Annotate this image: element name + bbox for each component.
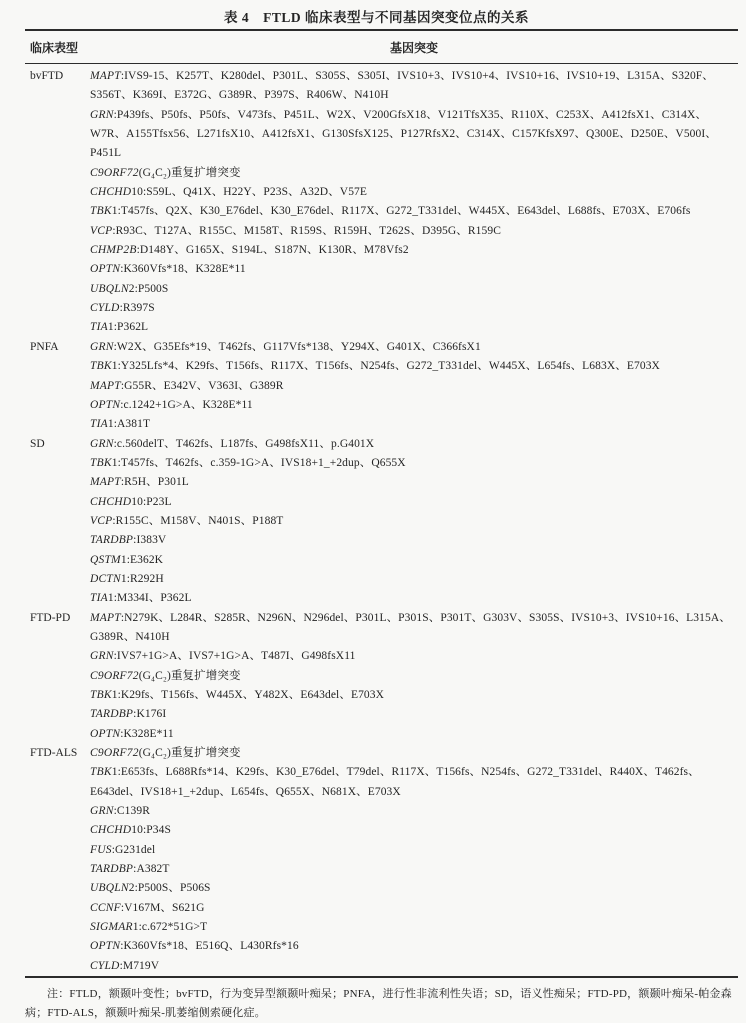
gene-symbol-suffix: (G₄C₂): [138, 166, 171, 179]
mutation-list: :R397S: [119, 302, 155, 315]
gene-entry: [90, 725, 738, 744]
gene-symbol: FUS: [90, 843, 112, 856]
gene-entry: [90, 763, 738, 802]
gene-symbol-suffix: 10: [131, 186, 143, 199]
phenotype-cell: FTD-ALS: [30, 747, 78, 760]
gene-symbol: TIA: [90, 418, 108, 431]
mutation-list: :G55R、E342V、V363I、G389R: [120, 379, 284, 392]
gene-symbol: MAPT: [90, 379, 121, 392]
mutation-list: :T457fs、T462fs、c.359-1G>A、IVS18+1_+2dup、Q655X: [117, 456, 406, 469]
gene-symbol: CHCHD: [90, 824, 132, 837]
mutation-list: :R5H、P301L: [120, 476, 189, 489]
phenotype-cell: PNFA: [30, 340, 59, 353]
gene-symbol: OPTN: [90, 940, 121, 953]
gene-symbol: TIA: [90, 321, 108, 334]
mutation-list: :E362K: [126, 553, 164, 566]
gene-symbol-suffix: 1: [132, 921, 139, 934]
phenotype-cell: SD: [30, 437, 45, 450]
mutation-list: :C139R: [113, 805, 150, 818]
gene-entry: [90, 415, 738, 434]
gene-entry: [90, 299, 738, 318]
gene-symbol: C9ORF72: [90, 747, 139, 760]
mutation-list: :R292H: [126, 572, 164, 585]
table-row: [25, 435, 738, 609]
mutation-list: :T457fs、Q2X、K30_E76del、K30_E76del、R117X、G272_T331del、W445X、E643del、L688fs、E703X、E706fs: [117, 205, 691, 218]
gene-entry: [90, 260, 738, 279]
gene-entry: [90, 338, 738, 357]
gene-entry: [90, 957, 738, 976]
gene-symbol: CHCHD: [90, 186, 132, 199]
mutation-list: 重复扩增突变: [170, 166, 241, 179]
gene-symbol: UBQLN: [90, 882, 129, 895]
mutation-list: :Y325Lfs*4、K29fs、T156fs、R117X、T156fs、N254fs、G272_T331del、W445X、L654fs、L683X、E703X: [117, 360, 660, 373]
gene-entry: [90, 454, 738, 473]
gene-symbol: TBK: [90, 456, 112, 469]
gene-symbol-suffix: 1: [111, 766, 118, 779]
column-header-phenotype: 临床表型: [30, 40, 79, 55]
gene-mutation-cell: [90, 338, 738, 435]
mutation-list: :K328E*11: [120, 727, 174, 740]
gene-symbol: GRN: [90, 650, 114, 663]
mutation-list: :IVS7+1G>A、IVS7+1G>A、T487I、G498fsX11: [113, 650, 356, 663]
mutation-list: :M719V: [119, 959, 160, 972]
table-row: [25, 609, 738, 744]
gene-symbol: QSTM: [90, 553, 121, 566]
gene-symbol: SIGMAR: [90, 921, 133, 934]
gene-symbol: GRN: [90, 437, 114, 450]
gene-mutation-cell: [90, 67, 738, 338]
gene-symbol-suffix: 1: [111, 360, 118, 373]
table-row: [25, 338, 738, 435]
table-body: [25, 64, 738, 978]
mutation-list: :P439fs、P50fs、P50fs、V473fs、P451L、W2X、V200GfsX18、V121TfsX35、R110X、C253X、A412fsX1、C314X、W7R、A155Tfsx56、L271fsX10、A412fsX1、G130SfsX125、P127RfsX2、C314X、C157KfsX97、Q300E、D250E、V500I、P451L: [90, 108, 717, 160]
gene-entry: [90, 318, 738, 337]
gene-symbol: TARDBP: [90, 534, 134, 547]
mutation-list: :R93C、T127A、R155C、M158T、R159S、R159H、T262S、D395G、R159C: [112, 224, 501, 237]
gene-entry: [90, 705, 738, 724]
gene-symbol: C9ORF72: [90, 669, 139, 682]
gene-entry: [90, 435, 738, 454]
gene-symbol-suffix: 1: [107, 592, 114, 605]
gene-entry: [90, 473, 738, 492]
gene-symbol: TBK: [90, 360, 112, 373]
gene-symbol: CYLD: [90, 302, 120, 315]
mutation-list: :c.1242+1G>A、K328E*11: [120, 398, 253, 411]
mutation-list: :IVS9-15、K257T、K280del、P301L、S305S、S305I、IVS10+3、IVS10+4、IVS10+16、IVS10+19、L315A、S320F、S356T、K369I、E372G、G389R、P397S、R406W、N410H: [90, 70, 714, 102]
mutation-list: :P500S: [134, 282, 169, 295]
mutation-list: :K176I: [133, 708, 167, 721]
mutation-list: :D148Y、G165X、S194L、S187N、K130R、M78Vfs2: [136, 244, 409, 257]
gene-symbol-suffix: 1: [120, 553, 127, 566]
gene-entry: [90, 377, 738, 396]
column-header-gene-mutation: 基因突变: [389, 40, 438, 55]
gene-entry: [90, 686, 738, 705]
gene-symbol: CHMP2B: [90, 244, 137, 257]
gene-entry: [90, 202, 738, 221]
mutation-list: :R155C、M158V、N401S、P188T: [112, 514, 284, 527]
mutation-list: :c.672*51G>T: [138, 921, 208, 934]
gene-symbol: DCTN: [90, 572, 121, 585]
mutation-list: :P23L: [142, 495, 172, 508]
gene-entry: [90, 493, 738, 512]
gene-entry: [90, 106, 738, 164]
table-footnote: 注：FTLD，额颞叶变性；bvFTD，行为变异型额颞叶痴呆；PNFA，进行性非流利性失语；SD，语义性痴呆；FTD-PD，额颞叶痴呆-帕金森病；FTD-ALS，额颞叶痴呆-肌萎缩侧索硬化症。: [25, 988, 732, 1020]
gene-symbol-suffix: 1: [111, 456, 118, 469]
gene-mutation-cell: [90, 435, 738, 609]
gene-entry: [90, 821, 738, 840]
gene-entry: [90, 744, 738, 763]
gene-entry: [90, 589, 738, 608]
gene-symbol: OPTN: [90, 727, 121, 740]
gene-symbol-suffix: 2: [128, 882, 135, 895]
mutation-list: :P34S: [142, 824, 171, 837]
gene-entry: [90, 879, 738, 898]
table-row: [25, 67, 738, 338]
gene-entry: [90, 222, 738, 241]
gene-entry: [90, 551, 738, 570]
gene-entry: [90, 609, 738, 648]
gene-symbol: C9ORF72: [90, 166, 139, 179]
gene-entry: [90, 512, 738, 531]
gene-entry: [90, 67, 738, 106]
mutation-list: :V167M、S621G: [120, 901, 205, 914]
mutation-list: :G231del: [111, 843, 156, 856]
gene-symbol: GRN: [90, 108, 114, 121]
phenotype-cell: bvFTD: [30, 70, 64, 82]
gene-symbol: MAPT: [90, 476, 121, 489]
gene-symbol-suffix: 1: [111, 205, 118, 218]
mutation-list: :N279K、L284R、S285R、N296N、N296del、P301L、P301S、P301T、G303V、S305S、IVS10+3、IVS10+16、L315A、G389R、N410H: [90, 611, 731, 643]
mutation-list: :P362L: [113, 321, 149, 334]
gene-entry: [90, 841, 738, 860]
mutation-list: :P500S、P506S: [134, 882, 211, 895]
gene-symbol: MAPT: [90, 70, 121, 82]
gene-symbol: OPTN: [90, 398, 121, 411]
gene-entry: [90, 667, 738, 686]
gene-symbol: TIA: [90, 592, 108, 605]
gene-entry: [90, 570, 738, 589]
gene-entry: [90, 531, 738, 550]
gene-symbol: MAPT: [90, 611, 121, 624]
gene-entry: [90, 647, 738, 666]
gene-mutation-cell: [90, 609, 738, 744]
gene-symbol: TARDBP: [90, 863, 134, 876]
gene-symbol: TBK: [90, 766, 112, 779]
gene-symbol-suffix: (G₄C₂): [138, 669, 171, 682]
table-row: [25, 744, 738, 976]
mutation-list: :K29fs、T156fs、W445X、Y482X、E643del、E703X: [117, 689, 385, 701]
gene-entry: [90, 280, 738, 299]
table-header-row: [25, 29, 738, 64]
gene-symbol-suffix: (G₄C₂): [138, 747, 171, 760]
gene-entry: [90, 802, 738, 821]
table-title: 表 4 FTLD 临床表型与不同基因突变位点的关系: [223, 10, 529, 25]
gene-symbol-suffix: 1: [111, 689, 118, 701]
gene-entry: [90, 937, 738, 956]
gene-symbol: CHCHD: [90, 495, 132, 508]
phenotype-cell: FTD-PD: [30, 611, 71, 624]
gene-entry: [90, 183, 738, 202]
gene-symbol-suffix: 2: [128, 282, 135, 295]
gene-symbol: CCNF: [90, 901, 121, 914]
gene-symbol: TBK: [90, 205, 112, 218]
mutation-list: 重复扩增突变: [170, 747, 241, 760]
gene-symbol-suffix: 1: [107, 418, 114, 431]
gene-symbol-suffix: 1: [107, 321, 114, 334]
mutation-list: :W2X、G35Efs*19、T462fs、G117Vfs*138、Y294X、G401X、C366fsX1: [113, 340, 481, 353]
gene-entry: [90, 241, 738, 260]
mutation-list: :c.560delT、T462fs、L187fs、G498fsX11、p.G401X: [113, 437, 375, 450]
gene-symbol: GRN: [90, 340, 114, 353]
gene-symbol-suffix: 10: [131, 824, 143, 837]
gene-symbol: CYLD: [90, 959, 120, 972]
mutation-list: :S59L、Q41X、H22Y、P23S、A32D、V57E: [142, 186, 368, 199]
gene-entry: [90, 357, 738, 376]
mutation-list: :A382T: [133, 863, 170, 876]
gene-symbol-suffix: 1: [120, 572, 127, 585]
gene-symbol: UBQLN: [90, 282, 129, 295]
gene-symbol: TARDBP: [90, 708, 134, 721]
gene-entry: [90, 860, 738, 879]
gene-symbol: OPTN: [90, 263, 121, 276]
gene-symbol: TBK: [90, 689, 112, 701]
gene-entry: [90, 164, 738, 183]
mutation-list: :K360Vfs*18、E516Q、L430Rfs*16: [120, 940, 299, 953]
gene-symbol: VCP: [90, 514, 113, 527]
mutation-list: :M334I、P362L: [113, 592, 192, 605]
gene-mutation-cell: [90, 744, 738, 976]
gene-entry: [90, 899, 738, 918]
gene-symbol: GRN: [90, 805, 114, 818]
gene-entry: [90, 396, 738, 415]
gene-symbol-suffix: 10: [131, 495, 143, 508]
mutation-list: :A381T: [113, 418, 151, 431]
mutation-list: :I383V: [133, 534, 167, 547]
ftld-mutation-table: [25, 29, 738, 978]
gene-entry: [90, 918, 738, 937]
gene-symbol: VCP: [90, 224, 113, 237]
mutation-list: :E653fs、L688Rfs*14、K29fs、K30_E76del、T79del、R117X、T156fs、N254fs、G272_T331del、R440X、T462fs、E643del、IVS18+1_+2dup、L654fs、Q655X、N681X、E703X: [90, 766, 700, 798]
mutation-list: :K360Vfs*18、K328E*11: [120, 263, 246, 276]
mutation-list: 重复扩增突变: [170, 669, 241, 682]
